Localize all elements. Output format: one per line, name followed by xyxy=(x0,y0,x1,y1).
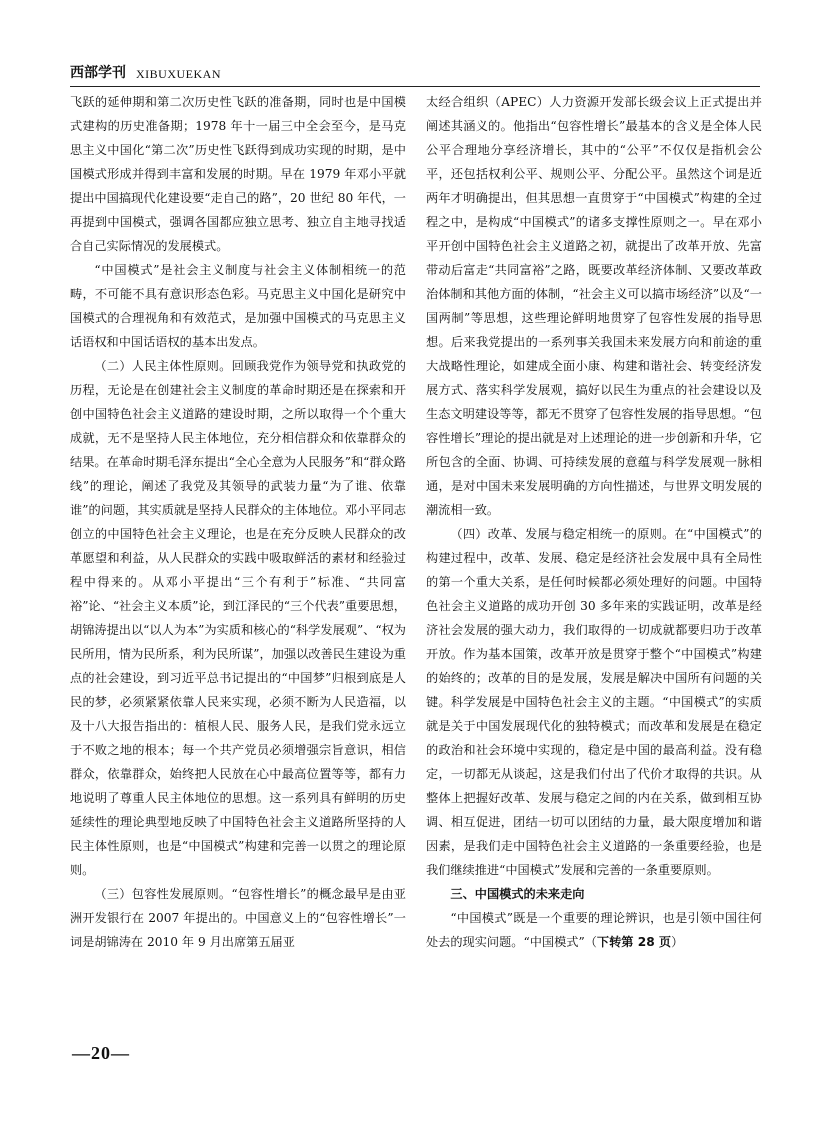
paragraph: 飞跃的延伸期和第二次历史性飞跃的准备期，同时也是中国模式建构的历史准备期；1978 年十一届三中全会至今，是马克思主义中国化“第二次”历史性飞跃得到成功实现的时期，是中国模式形成并得到丰富和发展的时期。早在 1979 年邓小平就提出中国搞现代化建设要“走自己的路”，20 世纪 80 年代，一再提到中国模式，强调各国都应独立思考、独立自主地寻找适合自己实际情况的发展模式。 xyxy=(70,95,406,253)
paragraph: “中国模式”是社会主义制度与社会主义体制相统一的范畴，不可能不具有意识形态色彩。马克思主义中国化是研究中国模式的合理视角和有效范式，是加强中国模式的马克思主义话语权和中国话语权的基本出发点。 xyxy=(70,263,406,349)
paragraph: （三）包容性发展原则。“包容性增长”的概念最早是由亚洲开发银行在 2007 年提出的。中国意义上的“包容性增长”一词是胡锦涛在 2010 年 9 月出席第五届亚 xyxy=(70,887,406,949)
paragraph: 太经合组织（APEC）人力资源开发部长级会议上正式提出并阐述其涵义的。他指出“包容性增长”最基本的含义是全体人民公平合理地分享经济增长，其中的“公平”不仅仅是指机会公平，还包括权利公平、规则公平、分配公平。虽然这个词是近两年才明确提出，但其思想一直贯穿于“中国模式”构建的全过程之中，是构成“中国模式”的诸多支撑性原则之一。早在邓小平开创中国特色社会主义道路之初，就提出了改革开放、先富带动后富走“共同富裕”之路，既要改革经济体制、又要改革政治体制和其他方面的体制，“社会主义可以搞市场经济”以及“一国两制”等思想，这些理论鲜明地贯穿了包容性发展的指导思想。后来我党提出的一系列事关我国未来发展方向和前途的重大战略性理论，如建成全面小康、构建和谐社会、转变经济发展方式、落实科学发展观，搞好以民生为重点的社会建设以及生态文明建设等等，都无不贯穿了包容性发展的指导思想。“包容性增长”理论的提出就是对上述理论的进一步创新和升华，它所包含的全面、协调、可持续发展的意蕴与科学发展观一脉相通，是对中国未来发展明确的方向性描述，与世界文明发展的潮流相一致。 xyxy=(426,95,762,517)
journal-name-en: XIBUXUEKAN xyxy=(136,67,221,81)
paragraph xyxy=(426,906,762,954)
page-number: —20— xyxy=(72,1043,130,1063)
right-column xyxy=(426,90,762,1020)
paragraph: （四）改革、发展与稳定相统一的原则。在“中国模式”的构建过程中，改革、发展、稳定是经济社会发展中具有全局性的第一个重大关系，是任何时候都必须处理好的问题。中国特色社会主义道路的成功开创 30 多年来的实践证明，改革是经济社会发展的强大动力，我们取得的一切成就都要归功于改革开放。作为基本国策，改革开放是贯穿于整个“中国模式”构建的始终的；改革的目的是发展，发展是解决中国所有问题的关键。科学发展是中国特色社会主义的主题。“中国模式”的实质就是关于中国发展现代化的独特模式；而改革和发展是在稳定的政治和社会环境中实现的，稳定是中国的最高利益。没有稳定，一切都无从谈起，这是我们付出了代价才取得的共识。从整体上把握好改革、发展与稳定之间的内在关系，做到相互协调、相互促进，团结一切可以团结的力量，最大限度增加和谐因素，是我们走中国特色社会主义道路的一条重要经验，也是我们继续推进“中国模式”发展和完善的一条重要原则。 xyxy=(426,527,762,877)
paragraph-text-end: ） xyxy=(671,935,684,949)
continued-on-note: 下转第 28 页 xyxy=(596,935,672,949)
paragraph: （二）人民主体性原则。回顾我党作为领导党和执政党的历程，无论是在创建社会主义制度的革命时期还是在探索和开创中国特色社会主义道路的建设时期，之所以取得一个个重大成就，无不是坚持人民主体地位，充分相信群众和依靠群众的结果。在革命时期毛泽东提出“全心全意为人民服务”和“群众路线”的理论，阐述了我党及其领导的武装力量“为了谁、依靠谁”的问题，其实质就是坚持人民群众的主体地位。邓小平同志创立的中国特色社会主义理论，也是在充分反映人民群众的改革愿望和利益，从人民群众的实践中吸取鲜活的素材和经验过程中得来的。从邓小平提出“三个有利于”标准、“共同富裕”论、“社会主义本质”论，到江泽民的“三个代表”重要思想，胡锦涛提出以“以人为本”为实质和核心的“科学发展观”、“权为民所用，情为民所系，利为民所谋”，加强以改善民生建设为重点的社会建设，到习近平总书记提出的“中国梦”归根到底是人民的梦，必须紧紧依靠人民来实现，必须不断为人民造福，以及十八大报告指出的：植根人民、服务人民，是我们党永远立于不败之地的根本；每一个共产党员必须增强宗旨意识，相信群众，依靠群众，始终把人民放在心中最高位置等等，都有力地说明了尊重人民主体地位的思想。这一系列具有鲜明的历史延续性的理论典型地反映了中国特色社会主义道路所坚持的人民主体性原则，也是“中国模式”构建和完善一以贯之的理论原则。 xyxy=(70,359,406,877)
running-header xyxy=(70,62,760,87)
journal-name-cn: 西部学刊 xyxy=(70,65,126,81)
section-heading: 三、中国模式的未来走向 xyxy=(450,887,585,901)
paragraph-text: “中国模式”既是一个重要的理论辨识，也是引领中国往何处去的现实问题。“中国模式”（ xyxy=(426,911,762,949)
left-column xyxy=(70,90,406,1020)
